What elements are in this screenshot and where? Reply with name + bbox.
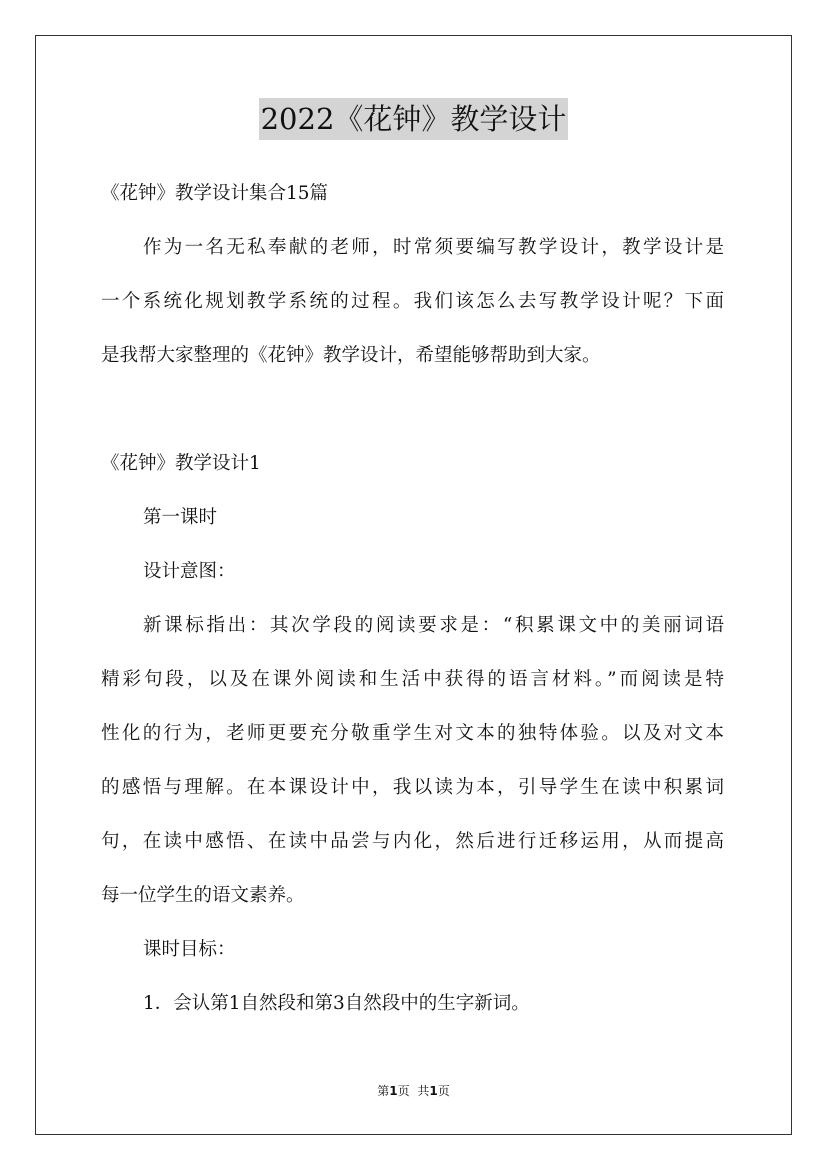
intro-line-1: 作为一名无私奉献的老师，时常须要编写教学设计，教学设计是	[143, 237, 724, 258]
page-suffix: 页	[397, 1084, 410, 1098]
page-prefix: 第	[377, 1084, 390, 1098]
design-intent-line-3: 性化的行为，老师更要充分敬重学生对文本的独特体验。以及对文本	[101, 723, 724, 744]
lesson-label: 第一课时	[143, 507, 218, 528]
section-title: 《花钟》教学设计1	[101, 453, 261, 474]
design-intent-line-6: 每一位学生的语文素养。	[101, 885, 305, 906]
total-suffix: 页	[437, 1084, 450, 1098]
design-intent-line-4: 的感悟与理解。在本课设计中，我以读为本，引导学生在读中积累词	[101, 777, 724, 798]
document-title: 2022《花钟》教学设计	[259, 98, 569, 140]
objective-item-1: 1．会认第1自然段和第3自然段中的生字新词。	[143, 993, 530, 1014]
title-wrap	[0, 98, 827, 140]
total-pages: 1	[429, 1084, 438, 1098]
intro-line-2: 一个系统化规划教学系统的过程。我们该怎么去写教学设计呢？下面	[101, 291, 724, 312]
page-number: 1	[389, 1084, 398, 1098]
document-subtitle: 《花钟》教学设计集合15篇	[101, 183, 329, 204]
page-footer	[0, 1082, 827, 1100]
design-intent-line-2: 精彩句段，以及在课外阅读和生活中获得的语言材料。”而阅读是特	[101, 669, 724, 690]
objectives-label: 课时目标：	[143, 939, 236, 960]
intro-line-3: 是我帮大家整理的《花钟》教学设计，希望能够帮助到大家。	[101, 345, 601, 366]
design-intent-label: 设计意图：	[143, 561, 236, 582]
design-intent-line-1: 新课标指出：其次学段的阅读要求是：“积累课文中的美丽词语	[143, 615, 724, 636]
design-intent-line-5: 句，在读中感悟、在读中品尝与内化，然后进行迁移运用，从而提高	[101, 831, 724, 852]
total-prefix: 共	[417, 1084, 430, 1098]
